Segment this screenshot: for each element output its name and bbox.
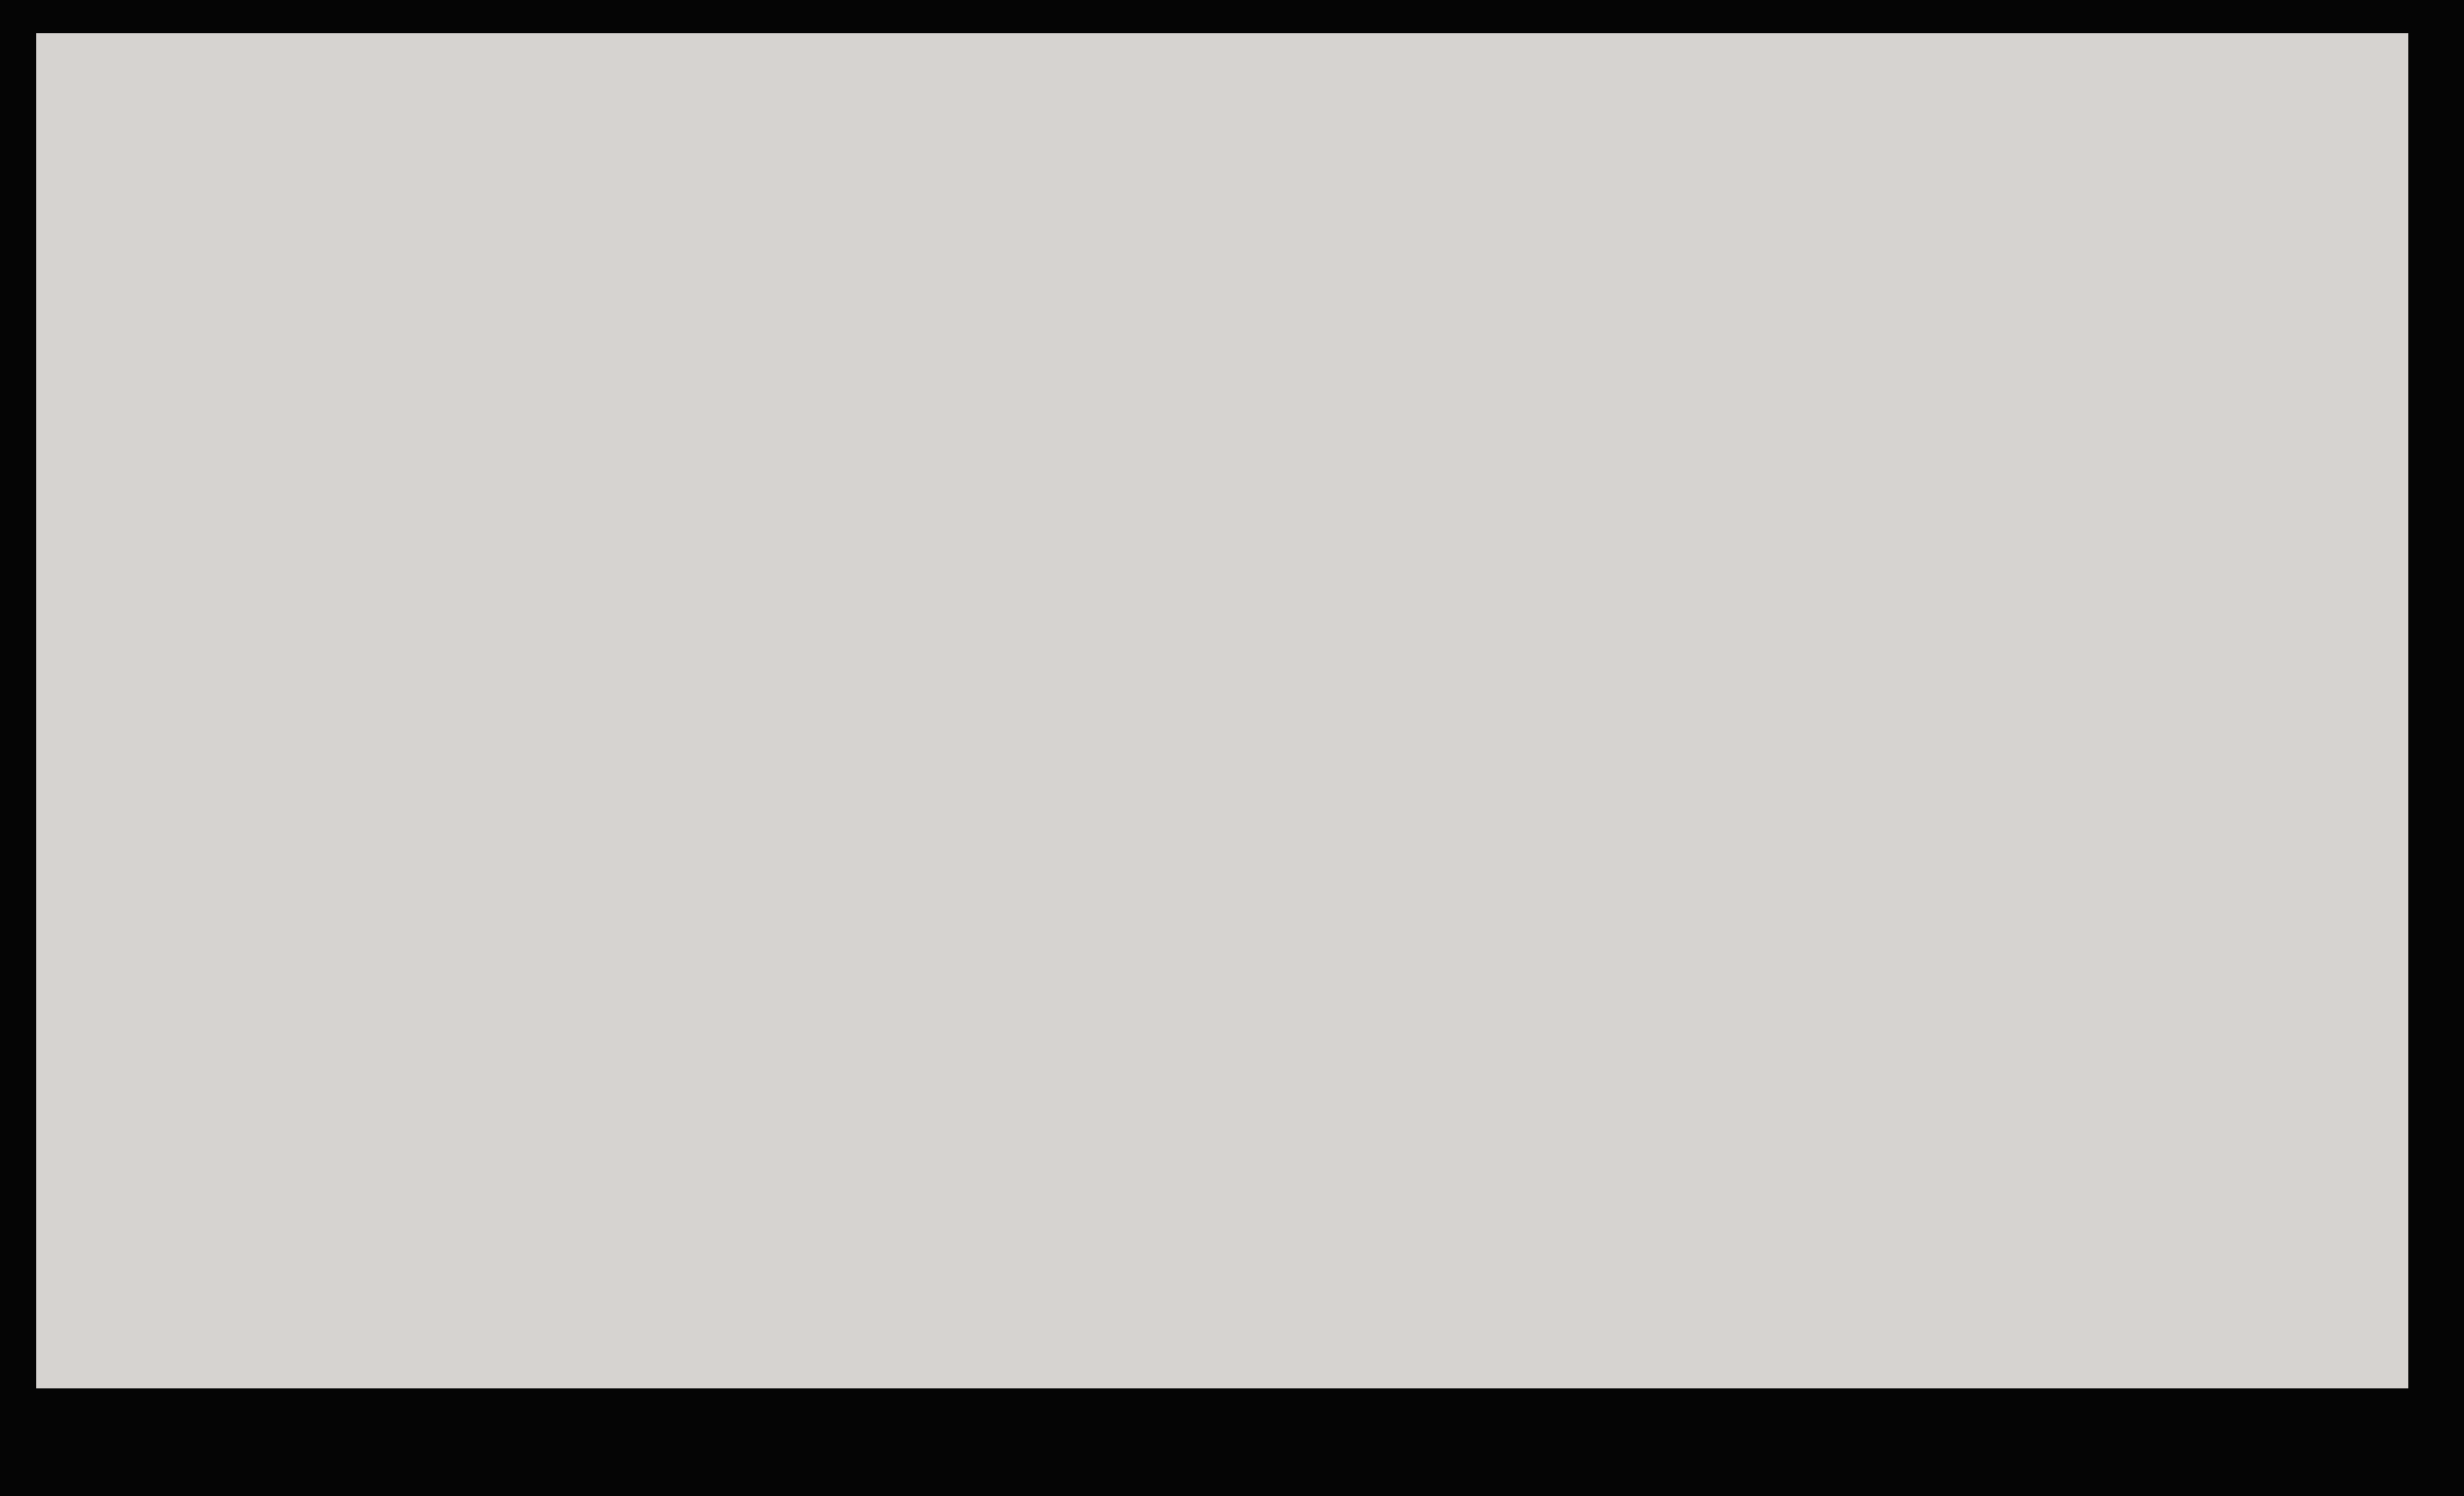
census-card <box>36 33 2408 1388</box>
